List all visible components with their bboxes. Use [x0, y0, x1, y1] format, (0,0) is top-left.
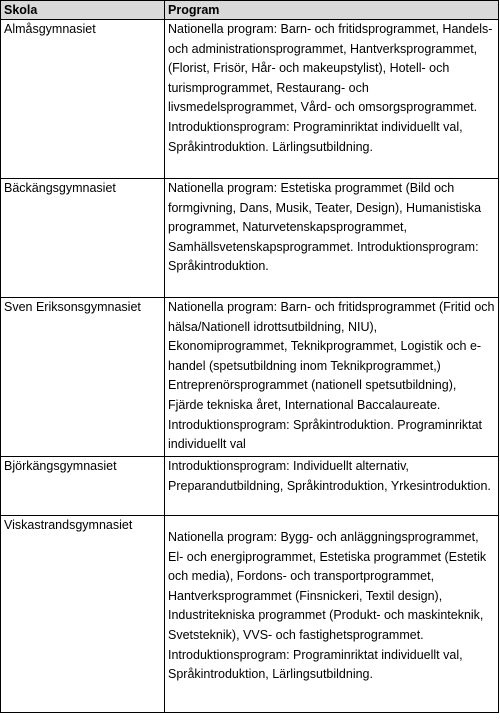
program-description: Nationella program: Barn- och fritidsprogrammet (Fritid och hälsa/Nationell idrottsutbildning, NIU), Ekonomiprogrammet, Teknikprogrammet, Logistik och e-handel (spetsutbildning inom Teknikprogrammet,) Entreprenörsprogrammet (nationell spetsutbildning), Fjärde tekniska året, International Baccalaureate. Introduktionsprogram: Språkintroduktion. Programinriktat individuellt val: [168, 300, 495, 452]
program-cell: [165, 457, 499, 516]
program-description: Nationella program: Barn- och fritidsprogrammet, Handels- och administrationsprogrammet, Hantverksprogrammet, (Florist, Frisör, Hår- och makeupstylist), Hotell- och turismprogrammet, Restaurang- och livsmedelsprogrammet, Vård- och omsorgsprogrammet. Introduktionsprogram: Programinriktat individuellt val, Språkintroduktion. Lärlingsutbildning.: [168, 22, 493, 154]
school-name-cell: [1, 516, 165, 713]
program-description: Nationella program: Bygg- och anläggningsprogrammet, El- och energiprogrammet, Estetiska programmet (Estetik och media), Fordons- och transportprogrammet, Hantverksprogrammet (Finsnickeri, Textil design), Industritekniska programmet (Produkt- och maskinteknik, Svetsteknik), VVS- och fastighetsprogrammet. Introduktionsprogram: Programinriktat individuellt val, Språkintroduktion, Lärlingsutbildning.: [168, 530, 487, 682]
table-header-row: [1, 1, 499, 20]
column-header-program: Program: [165, 1, 499, 20]
school-name-cell: [1, 20, 165, 179]
table-row: [1, 457, 499, 516]
school-name: Björkängsgymnasiet: [4, 459, 117, 473]
program-cell: [165, 516, 499, 713]
school-name-cell: [1, 179, 165, 298]
table-row: [1, 179, 499, 298]
program-description: Nationella program: Estetiska programmet (Bild och formgivning, Dans, Musik, Teater, Design), Humanistiska programmet, Naturvetenskapsprogrammet, Samhällsvetenskapsprogrammet. Introduktionsprogram: Språkintroduktion.: [168, 181, 482, 274]
school-name-cell: [1, 298, 165, 457]
table-row: [1, 20, 499, 179]
program-cell: [165, 20, 499, 179]
program-description: Introduktionsprogram: Individuellt alternativ, Preparandutbildning, Språkintroduktion, Yrkesintroduktion.: [168, 459, 491, 493]
school-name-cell: [1, 457, 165, 516]
school-name: Sven Eriksonsgymnasiet: [4, 300, 141, 314]
school-name: Viskastrandsgymnasiet: [4, 518, 133, 532]
program-cell: [165, 179, 499, 298]
school-name: Bäckängsgymnasiet: [4, 181, 116, 195]
column-header-school: Skola: [1, 1, 165, 20]
table-row: [1, 516, 499, 713]
school-name: Almåsgymnasiet: [4, 22, 96, 36]
program-cell: [165, 298, 499, 457]
table-row: [1, 298, 499, 457]
